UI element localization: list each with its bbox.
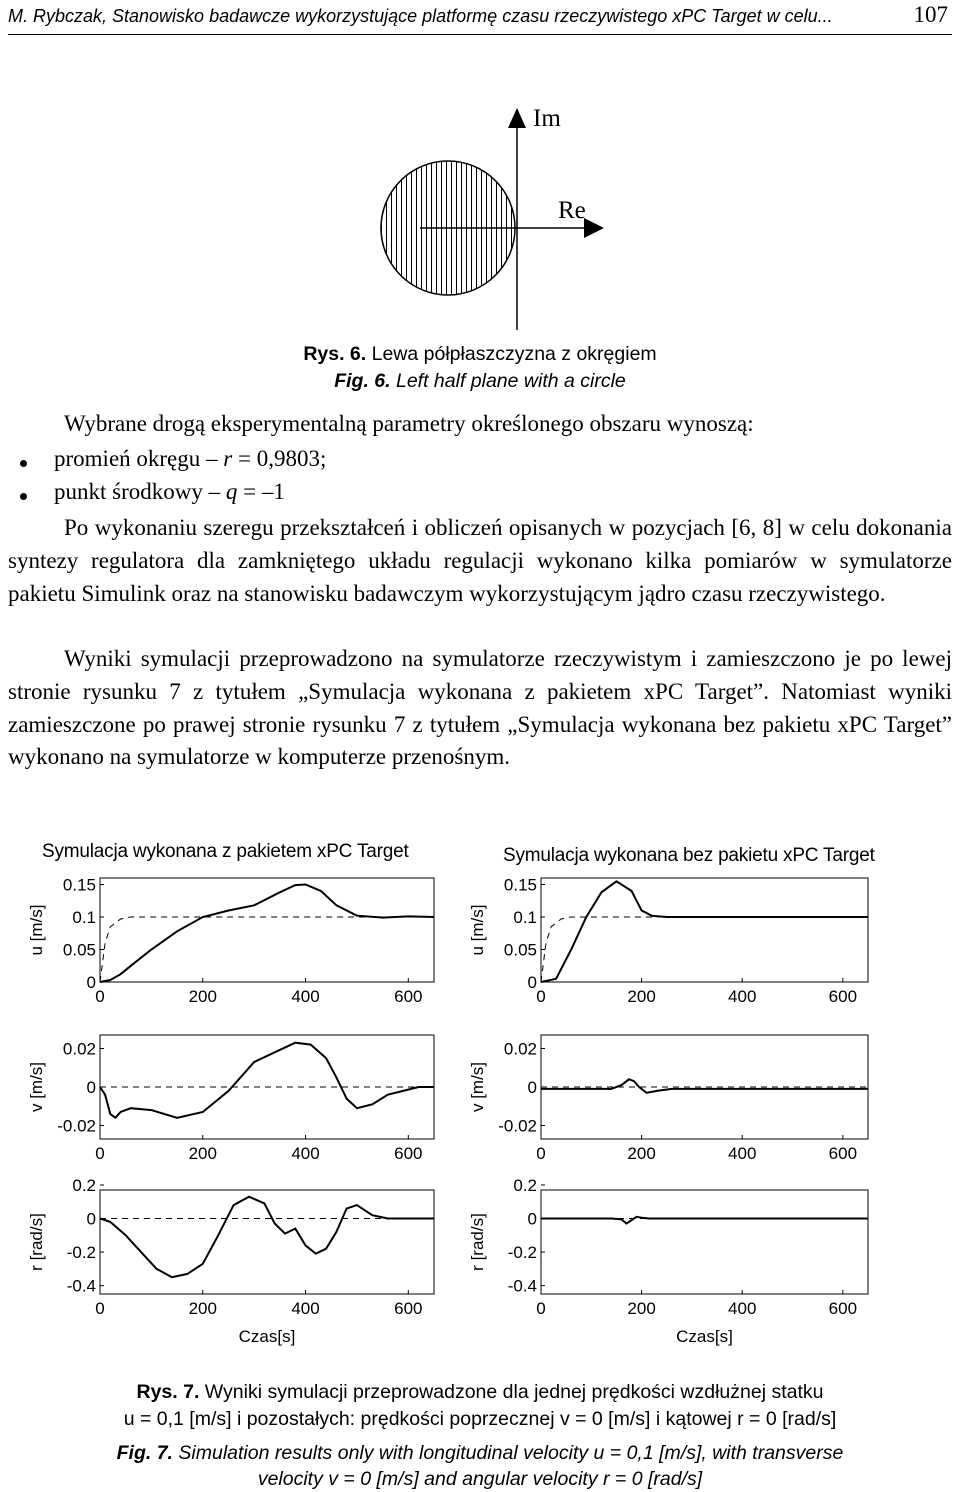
y-tick-label: 0 [527, 1209, 537, 1229]
y-tick-label: 0.1 [72, 908, 96, 927]
y-tick-label: 0 [86, 1209, 96, 1229]
fig7-caption-en-1 [0, 1442, 960, 1465]
x-axis-label: Czas[s] [238, 1327, 296, 1346]
y-axis-label: r [rad/s] [27, 1213, 46, 1271]
y-tick-label: 0 [86, 1078, 96, 1097]
paragraph-2: Wyniki symulacji przeprowadzono na symulatorze rzeczywistym i zamieszczono je po lewej stronie rysunku 7 z tytułem „Symulacja wykonana z pakietem xPC Target”. Natomiast wyniki zamieszczone po prawej stronie rysunku 7 z tytułem „Symulacja wykonana bez pakietu xPC Target” wykonano na symulatorze w komputerze przenośnym. [8, 646, 952, 770]
y-tick-label: 0.15 [62, 875, 96, 895]
intro-line: Wybrane drogą eksperymentalną parametry określonego obszaru wynoszą: [64, 411, 754, 436]
y-tick-label: 0 [527, 973, 537, 992]
y-axis-label: r [rad/s] [468, 1213, 487, 1271]
y-axis-label: u [m/s] [27, 904, 46, 956]
running-title: M. Rybczak, Stanowisko badawcze wykorzystujące platformę czasu rzeczywistego xPC Target w celu... [8, 6, 833, 26]
response-line [541, 881, 868, 982]
x-tick-label: 200 [627, 987, 656, 1006]
fig7-caption-pl-text-1: Wyniki symulacji przeprowadzone dla jednej prędkości wzdłużnej statku [204, 1381, 824, 1403]
bullet1-pre: promień okręgu – [54, 446, 224, 471]
response-line [541, 1079, 868, 1093]
fig6-text-pl: Lewa półpłaszczyzna z okręgiem [371, 343, 657, 365]
y-tick-label: 0 [527, 1078, 537, 1097]
y-tick-label: -0.4 [507, 1276, 537, 1296]
y-axis-label: v [m/s] [27, 1061, 46, 1113]
x-tick-label: 200 [627, 1299, 656, 1318]
bullet2-pre: punkt środkowy – [54, 479, 226, 504]
x-tick-label: 200 [188, 1144, 217, 1163]
page-number: 107 [913, 2, 948, 27]
y-tick-label: 0.15 [503, 875, 537, 895]
x-tick-label: 400 [291, 1144, 320, 1163]
fig7-caption-en-text-1: Simulation results only with longitudinal velocity u = 0,1 [m/s], with transverse [178, 1442, 844, 1464]
fig6-text-en: Left half plane with a circle [395, 370, 626, 392]
fig6-label-pl: Rys. 6. [303, 343, 367, 365]
response-line [100, 885, 434, 983]
x-tick-label: 600 [394, 1299, 423, 1318]
y-tick-label: 0.1 [513, 908, 537, 927]
fig7-label-pl: Rys. 7. [136, 1381, 200, 1403]
y-tick-label: -0.02 [57, 1116, 96, 1136]
y-axis-label: v [m/s] [468, 1061, 487, 1113]
x-tick-label: 0 [536, 1144, 546, 1163]
reference-line [541, 917, 868, 982]
bullet1-post: = 0,9803; [232, 446, 327, 471]
x-tick-label: 200 [627, 1144, 656, 1163]
fig7-caption-pl-1 [0, 1381, 960, 1404]
x-tick-label: 0 [95, 1299, 105, 1318]
plot-frame [541, 878, 868, 982]
y-tick-label: -0.4 [66, 1276, 96, 1296]
x-axis-label: Czas[s] [676, 1327, 733, 1346]
x-tick-label: 200 [188, 987, 217, 1006]
x-tick-label: 400 [728, 1144, 757, 1163]
y-tick-label: -0.2 [66, 1243, 96, 1263]
y-tick-label: 0.05 [503, 940, 537, 960]
paragraph-1: Po wykonaniu szeregu przekształceń i obliczeń opisanych w pozycjach [6, 8] w celu dokonania syntezy regulatora dla zamkniętego układu regulacji wykonano kilka pomiarów w symulatorze pakietu Simulink oraz na stanowisku badawczym wykorzystującym jądro czasu rzeczywistego. [8, 515, 952, 606]
left-plot-title: Symulacja wykonana z pakietem xPC Target [42, 841, 409, 862]
y-tick-label: 0.2 [72, 1175, 96, 1195]
bullet1-var: r [223, 446, 233, 471]
response-line [541, 1217, 868, 1224]
y-tick-label: 0.02 [62, 1039, 96, 1059]
x-tick-label: 400 [728, 1299, 757, 1318]
y-tick-label: 0.2 [513, 1175, 537, 1195]
x-tick-label: 200 [188, 1299, 217, 1318]
y-tick-label: 0 [86, 973, 96, 992]
fig7-label-en: Fig. 7. [116, 1442, 173, 1464]
x-tick-label: 0 [95, 987, 105, 1006]
fig7-caption-en-2: velocity v = 0 [m/s] and angular velocity r = 0 [rad/s] [257, 1468, 703, 1490]
bullet2-post: = –1 [237, 479, 285, 504]
fig7-caption-pl-2: u = 0,1 [m/s] i pozostałych: prędkości poprzecznej v = 0 [m/s] i kątowej r = 0 [rad/s] [123, 1408, 837, 1430]
x-tick-label: 0 [95, 1144, 105, 1163]
x-tick-label: 600 [394, 987, 423, 1006]
plot-frame [100, 1190, 434, 1294]
y-tick-label: 0.02 [503, 1039, 537, 1059]
im-label: Im [533, 105, 561, 132]
x-tick-label: 400 [728, 987, 757, 1006]
y-tick-label: 0.05 [62, 940, 96, 960]
right-plot-title: Symulacja wykonana bez pakietu xPC Target [503, 845, 875, 866]
re-label: Re [558, 197, 586, 224]
x-tick-label: 600 [828, 1299, 858, 1318]
x-tick-label: 600 [828, 1144, 858, 1163]
bullet2-var: q [225, 479, 238, 504]
y-tick-label: -0.2 [507, 1243, 537, 1263]
fig6-label-en: Fig. 6. [334, 370, 391, 392]
x-tick-label: 600 [828, 987, 858, 1006]
x-tick-label: 400 [291, 987, 320, 1006]
x-tick-label: 0 [536, 1299, 546, 1318]
x-tick-label: 0 [536, 987, 546, 1006]
response-line [100, 1043, 434, 1118]
y-tick-label: -0.02 [498, 1116, 537, 1136]
y-axis-label: u [m/s] [468, 904, 487, 956]
response-line [100, 1197, 434, 1278]
plot-frame [100, 878, 434, 982]
x-tick-label: 600 [394, 1144, 423, 1163]
plot-frame [541, 1190, 868, 1294]
x-tick-label: 400 [291, 1299, 320, 1318]
